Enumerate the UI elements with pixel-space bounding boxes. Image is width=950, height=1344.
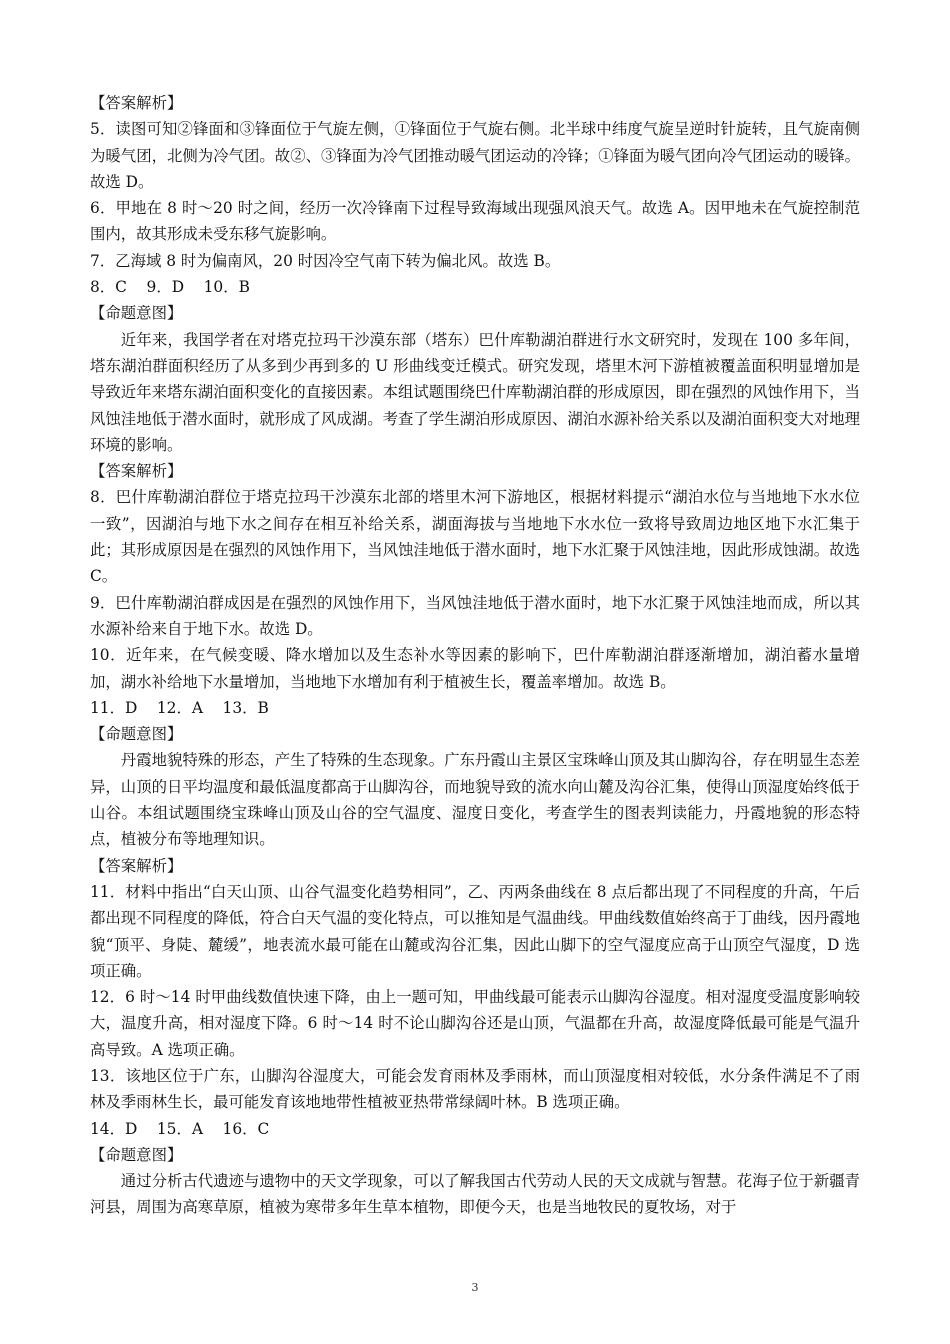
heading-answer-analysis: 【答案解析】 xyxy=(90,856,183,875)
page-number: 3 xyxy=(471,1281,479,1294)
intent-paragraph-14-16: 通过分析古代遗迹与遗物中的天文学现象，可以了解我国古代劳动人民的天文成就与智慧。花海子位于新疆青河县，周围为高寒草原，植被为寒带多年生草本植物，即便今天，也是当地牧民的夏牧场，对于 xyxy=(90,1172,860,1217)
page-content xyxy=(90,90,860,1221)
intent-paragraph-8-10: 近年来，我国学者在对塔克拉玛干沙漠东部（塔东）巴什库勒湖泊群进行水文研究时，发现在 100 多年间，塔东湖泊群面积经历了从多到少再到多的 U 形曲线变迁模式。研究发现，塔里木河下游植被覆盖面积明显增加是导致近年来塔东湖泊面积变化的直接因素。本组试题围绕巴什库勒湖泊群的形成原因，即在强烈的风蚀作用下，当风蚀洼地低于潜水面时，就形成了风成湖。考查了学生湖泊形成原因、湖泊水源补给关系以及湖泊面积变大对地理环境的影响。 xyxy=(90,330,860,454)
answer-analysis-q13: 13．该地区位于广东，山脚沟谷湿度大，可能会发育雨林及季雨林，而山顶湿度相对较低，水分条件满足不了雨林及季雨林生长，最可能发育该地地带性植被亚热带常绿阔叶林。B 选项正确。 xyxy=(90,1066,860,1112)
answer-analysis-q7: 7．乙海域 8 时为偏南风，20 时因冷空气南下转为偏北风。故选 B。 xyxy=(90,251,561,270)
heading-proposition-intent: 【命题意图】 xyxy=(90,304,183,323)
heading-proposition-intent: 【命题意图】 xyxy=(90,725,183,744)
answer-key-11-13: 11．D 12．A 13．B xyxy=(90,698,269,717)
answer-analysis-q5: 5．读图可知②锋面和③锋面位于气旋左侧，①锋面位于气旋右侧。北半球中纬度气旋呈逆时针旋转，且气旋南侧为暖气团，北侧为冷气团。故②、③锋面为冷气团推动暖气团运动的冷锋；①锋面为暖气团向冷气团运动的暖锋。故选 D。 xyxy=(90,120,860,191)
heading-answer-analysis: 【答案解析】 xyxy=(90,94,183,112)
answer-key-14-16: 14．D 15．A 16．C xyxy=(90,1119,270,1138)
answer-analysis-q12: 12．6 时～14 时甲曲线数值快速下降，由上一题可知，甲曲线最可能表示山脚沟谷湿度。相对湿度受温度影响较大，温度升高，相对湿度下降。6 时～14 时不论山脚沟谷还是山顶，气温都在升高，故湿度降低最可能是气温升高导致。A 选项正确。 xyxy=(90,988,860,1059)
answer-analysis-q9: 9．巴什库勒湖泊群成因是在强烈的风蚀作用下，当风蚀洼地低于潜水面时，地下水汇聚于风蚀洼地而成，所以其水源补给来自于地下水。故选 D。 xyxy=(90,593,860,638)
heading-proposition-intent: 【命题意图】 xyxy=(90,1145,183,1164)
answer-analysis-q10: 10．近年来，在气候变暖、降水增加以及生态补水等因素的影响下，巴什库勒湖泊群逐渐增加，湖泊蓄水量增加，湖水补给地下水量增加，当地地下水增加有利于植被生长，覆盖率增加。故选 B。 xyxy=(90,646,860,691)
answer-analysis-q6: 6．甲地在 8 时～20 时之间，经历一次冷锋南下过程导致海域出现强风浪天气。故选 A。因甲地未在气旋控制范围内，故其形成未受东移气旋影响。 xyxy=(90,199,860,244)
answer-key-8-10: 8．C 9．D 10．B xyxy=(90,278,250,297)
intent-paragraph-11-13: 丹霞地貌特殊的形态，产生了特殊的生态现象。广东丹霞山主景区宝珠峰山顶及其山脚沟谷，存在明显生态差异，山顶的日平均温度和最低温度都高于山脚沟谷，而地貌导致的流水向山麓及沟谷汇集，使得山顶湿度始终低于山谷。本组试题围绕宝珠峰山顶及山谷的空气温度、湿度日变化，考查学生的图表判读能力，丹霞地貌的形态特点，植被分布等地理知识。 xyxy=(90,751,860,849)
answer-analysis-q11: 11．材料中指出“白天山顶、山谷气温变化趋势相同”，乙、丙两条曲线在 8 点后都出现了不同程度的升高，午后都出现不同程度的降低，符合白天气温的变化特点，可以推知是气温曲线。甲曲线数值始终高于丁曲线，因丹霞地貌“顶平、身陡、麓缓”，地表流水最可能在山麓或沟谷汇集，因此山脚下的空气湿度应高于山顶空气湿度，D 选项正确。 xyxy=(90,882,860,980)
heading-answer-analysis: 【答案解析】 xyxy=(90,462,183,481)
answer-analysis-q8: 8．巴什库勒湖泊群位于塔克拉玛干沙漠东北部的塔里木河下游地区，根据材料提示“湖泊水位与当地地下水水位一致”，因湖泊与地下水之间存在相互补给关系，湖面海拔与当地地下水水位一致将导致周边地区地下水汇集于此；其形成原因是在强烈的风蚀作用下，当风蚀洼地低于潜水面时，地下水汇聚于风蚀洼地，因此形成蚀湖。故选 C。 xyxy=(90,488,860,586)
